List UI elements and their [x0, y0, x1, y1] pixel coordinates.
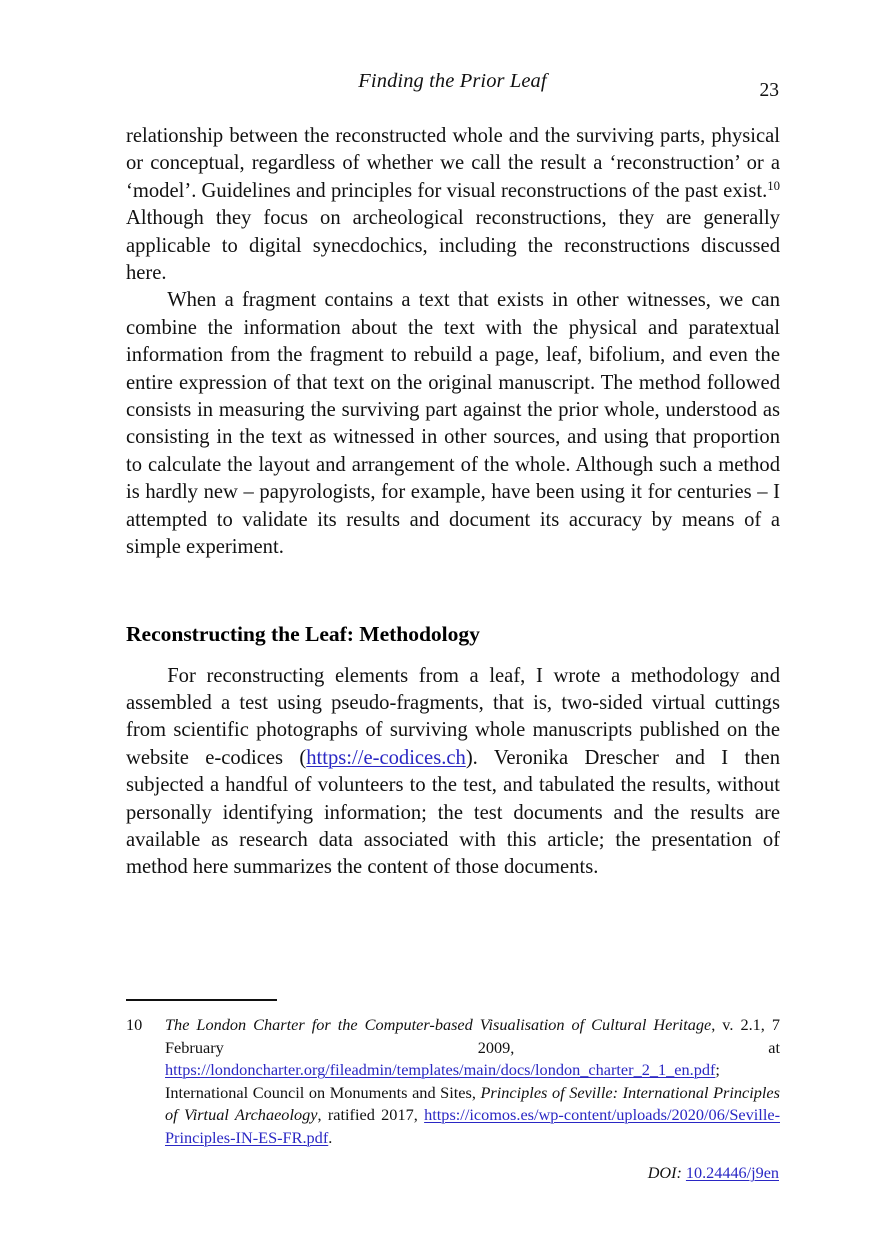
- doi-link[interactable]: 10.24446/j9en: [685, 1164, 779, 1182]
- paragraph-1: [126, 123, 780, 287]
- body-text-column: [126, 123, 780, 882]
- footnote-reference-10[interactable]: 10: [767, 178, 780, 193]
- page-number: 23: [759, 79, 779, 101]
- e-codices-link[interactable]: https://e-codices.ch: [306, 746, 466, 769]
- footnote-10: [126, 1014, 780, 1150]
- section-spacer-bottom: [126, 648, 780, 663]
- footnote-area: [126, 999, 780, 1150]
- paragraph-2: When a fragment contains a text that exists in other witnesses, we can combine the information about the text with the physical and paratextual information from the fragment to rebuild a page, leaf, bifolium, and even the entire expression of that text on the original manuscript. The method followed consists in measuring the surviving part against the prior whole, understood as consisting in the text as witnessed in other sources, and using that proportion to calculate the layout and arrangement of the whole. Although such a method is hardly new – papyrologists, for example, have been using it for centuries – I attempted to validate its results and document its accuracy by means of a simple experiment.: [126, 289, 780, 559]
- footnote-title-london-charter: The London Charter for the Computer-based Visualisation of Cultural Heritage: [165, 1015, 712, 1034]
- footnote-title-seville-principles: Principles of Seville: International Principles of Virtual Archaeology: [165, 1082, 780, 1125]
- footnote-segment-2: , v. 2.1, 7 February 2009, at: [165, 1015, 780, 1057]
- doi-footer: [126, 1162, 779, 1184]
- running-head-title: Finding the Prior Leaf: [358, 70, 547, 92]
- section-heading: Reconstructing the Leaf: Methodology: [126, 621, 480, 646]
- doi-label: DOI:: [647, 1164, 686, 1182]
- paragraph-1-text: relationship between the reconstructed whole and the surviving parts, physical or conceptual, regardless of whether we call the result a ‘reconstruction’ or a ‘model’. Guidelines and principles for visual reconstructions of the past exist.: [126, 125, 780, 202]
- footnote-segment-5: , ratified 2017,: [317, 1105, 425, 1125]
- paragraph-1-text-cont: Although they focus on archeological reconstructions, they are generally applicable to digital synecdochics, including the reconstructions discussed here.: [126, 207, 780, 285]
- footnote-separator-rule: [126, 999, 277, 1001]
- footnote-number: 10: [126, 1015, 143, 1034]
- seville-principles-pdf-link[interactable]: https://icomos.es/wp-content/uploads/2020/06/Seville-Principles-IN-ES-FR.pdf: [165, 1105, 780, 1147]
- section-spacer-top: [126, 562, 780, 620]
- footnote-segment-3: ; International Council on Monuments and Sites,: [165, 1060, 720, 1102]
- footnote-segment-6: .: [328, 1127, 333, 1147]
- paragraph-3-text-before-link: For reconstructing elements from a leaf, I wrote a methodology and assembled a test using pseudo-fragments, that is, two-sided virtual cuttings from scientific photographs of surviving whole manuscripts published on the website e-codices (: [126, 664, 780, 769]
- running-head: [126, 70, 779, 100]
- paragraph-3-text-after-link: ). Veronika Drescher and I then subjected a handful of volunteers to the test, and tabulated the results, without personally identifying information; the test documents and the results are available as research data associated with this article; the presentation of method here summarizes the content of those documents.: [126, 746, 780, 879]
- london-charter-pdf-link[interactable]: https://londoncharter.org/fileadmin/templates/main/docs/london_charter_2_1_en.pdf: [165, 1060, 716, 1080]
- paragraph-3: [126, 663, 780, 882]
